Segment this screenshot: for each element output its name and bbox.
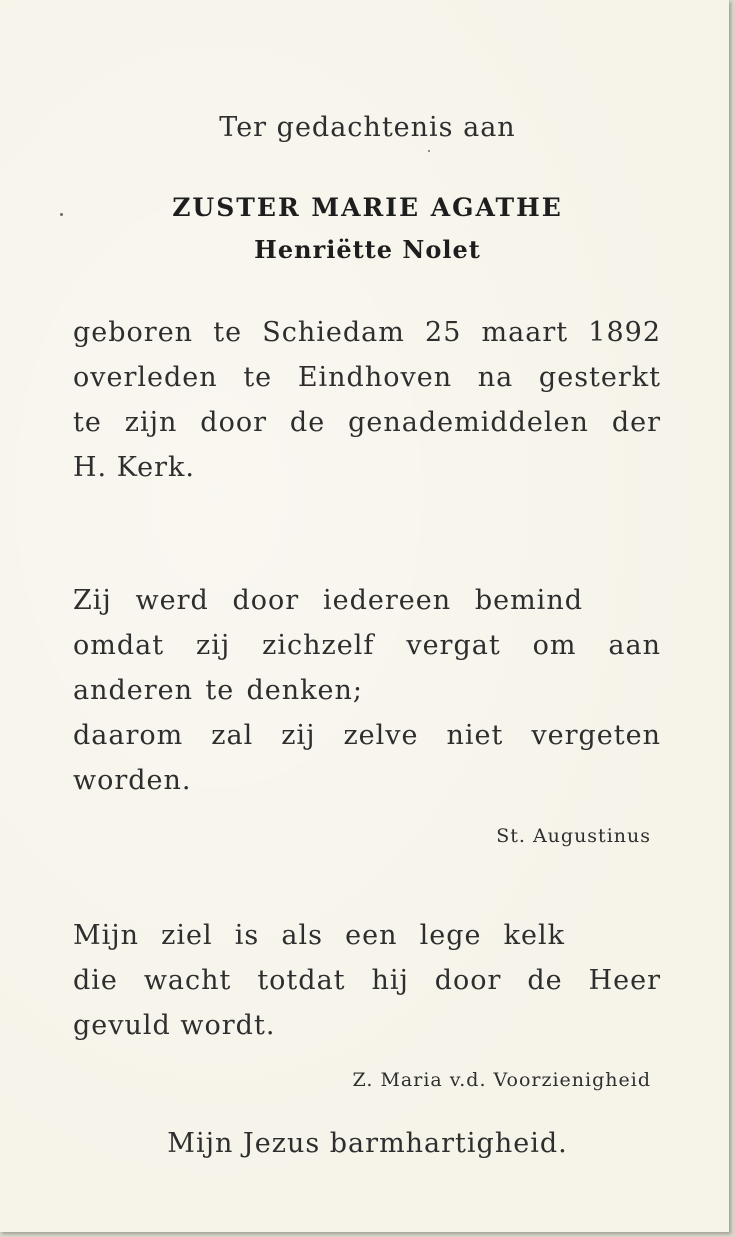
quote1-line: omdat zij zichzelf vergat om aan xyxy=(73,630,661,661)
quote2-line: Mijn ziel is als een lege kelk xyxy=(73,920,565,951)
biography-line: te zijn door de genademiddelen der xyxy=(73,407,661,438)
biography-line: overleden te Eindhoven na gesterkt xyxy=(73,362,661,393)
closing-prayer: Mijn Jezus barmhartigheid. xyxy=(167,1128,568,1159)
quote1-attribution: St. Augustinus xyxy=(496,825,651,847)
quote1-line: anderen te denken; xyxy=(73,675,363,706)
quote2-line: gevuld wordt. xyxy=(73,1010,276,1041)
card-heading: Ter gedachtenis aan xyxy=(219,112,516,143)
paper-speck xyxy=(60,213,63,216)
biography-line: H. Kerk. xyxy=(73,452,195,483)
quote1-line: Zij werd door iedereen bemind xyxy=(73,585,583,616)
deceased-birth-name: Henriëtte Nolet xyxy=(254,235,481,264)
quote2-line: die wacht totdat hij door de Heer xyxy=(73,965,661,996)
quote1-line: worden. xyxy=(73,765,192,796)
paper-speck xyxy=(428,150,430,152)
deceased-name: ZUSTER MARIE AGATHE xyxy=(172,193,563,222)
quote2-attribution: Z. Maria v.d. Voorzienigheid xyxy=(352,1069,651,1091)
biography-line: geboren te Schiedam 25 maart 1892 xyxy=(73,317,661,348)
quote1-line: daarom zal zij zelve niet vergeten xyxy=(73,720,661,751)
